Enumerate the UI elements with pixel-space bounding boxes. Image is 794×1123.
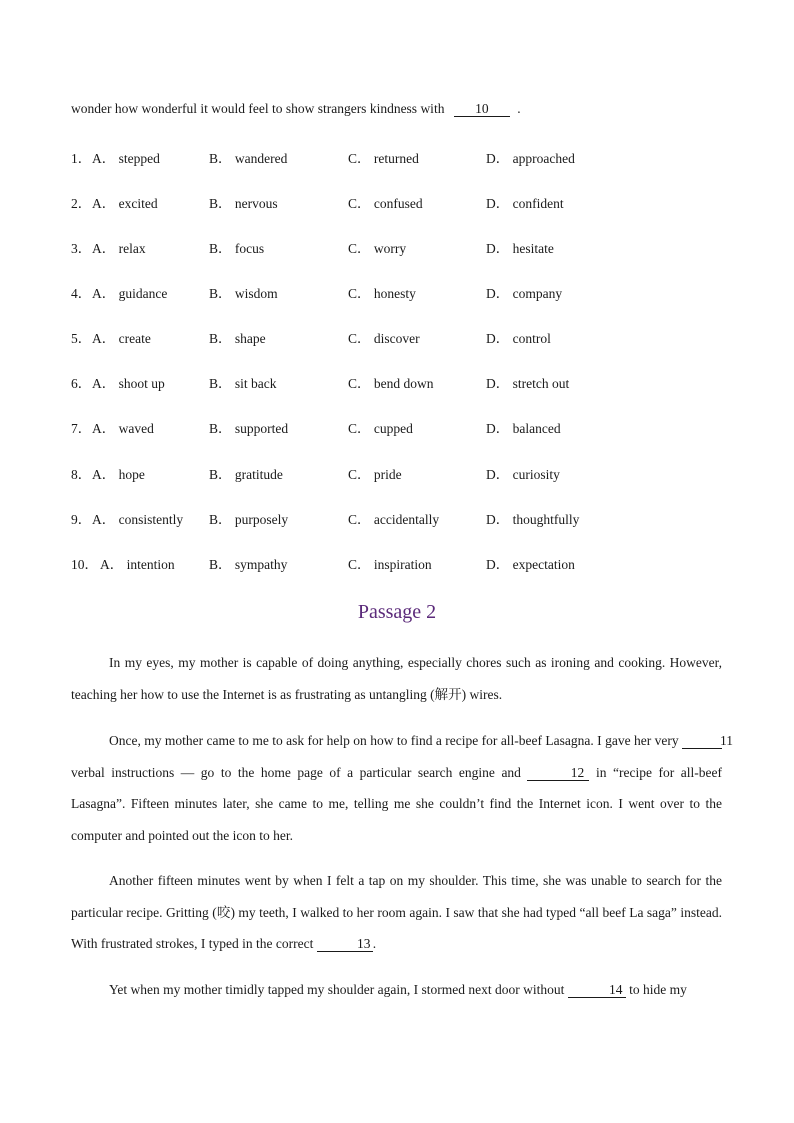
question-number: 1． (71, 151, 92, 166)
paragraph-text: . (372, 936, 377, 951)
option-d: D． hesitate (486, 241, 554, 256)
option-a: A． excited (92, 196, 158, 211)
paragraph-4 (71, 974, 722, 1006)
option-a: A． waved (92, 421, 154, 436)
paragraph-text: verbal instructions — go to the home page of a particular search engine and (71, 764, 521, 780)
option-b: B． shape (209, 331, 266, 346)
option-b: B． sit back (209, 376, 277, 391)
option-c: C． honesty (348, 286, 416, 301)
option-c: C． confused (348, 196, 423, 211)
question-5 (71, 327, 731, 347)
option-d: D． approached (486, 151, 575, 166)
option-c: C． bend down (348, 376, 434, 391)
option-c: C． cupped (348, 421, 413, 436)
question-number: 9． (71, 512, 92, 527)
option-d: D． control (486, 331, 551, 346)
paragraph-1: In my eyes, my mother is capable of doing anything, especially chores such as ironing and cooking. However, teaching her how to use the Internet is as frustrating as untangling (解开) wires. (71, 655, 722, 702)
blank-13: 13 (317, 937, 373, 952)
option-c: C． worry (348, 241, 407, 256)
question-2 (71, 192, 731, 212)
option-a: A． intention (100, 557, 175, 572)
option-b: B． supported (209, 421, 289, 436)
option-d: D． curiosity (486, 467, 560, 482)
cloze-end: . (517, 101, 521, 116)
blank-12: 12 (527, 766, 589, 781)
paragraph-2 (71, 725, 733, 851)
option-a: A． shoot up (92, 376, 165, 391)
question-6 (71, 372, 731, 392)
option-d: D． thoughtfully (486, 512, 580, 527)
option-c: C． returned (348, 151, 419, 166)
question-number: 4． (71, 286, 92, 301)
question-10 (71, 553, 731, 573)
option-a: A． relax (92, 241, 146, 256)
passage-title: Passage 2 (357, 601, 437, 623)
question-number: 6． (71, 376, 92, 391)
option-a: A． guidance (92, 286, 168, 301)
blank-14: 14 (568, 983, 626, 998)
option-a: A． consistently (92, 512, 184, 527)
option-b: B． purposely (209, 512, 289, 527)
question-number: 2． (71, 196, 92, 211)
question-8 (71, 463, 731, 483)
option-b: B． nervous (209, 196, 278, 211)
option-d: D． expectation (486, 557, 575, 572)
option-d: D． stretch out (486, 376, 570, 391)
option-b: B． sympathy (209, 557, 288, 572)
option-a: A． hope (92, 467, 145, 482)
option-b: B． wisdom (209, 286, 278, 301)
option-c: C． pride (348, 467, 402, 482)
paragraph-text: to hide my (629, 982, 687, 997)
question-number: 10． (71, 557, 98, 572)
option-c: C． accidentally (348, 512, 440, 527)
blank-10: 10 (454, 102, 510, 117)
cloze-text: wonder how wonderful it would feel to show strangers kindness with (71, 101, 445, 116)
option-d: D． balanced (486, 421, 561, 436)
question-number: 7． (71, 421, 92, 436)
option-a: A． create (92, 331, 151, 346)
question-number: 8． (71, 467, 92, 482)
option-c: C． inspiration (348, 557, 432, 572)
option-c: C． discover (348, 331, 420, 346)
question-4 (71, 282, 731, 302)
paragraph-3 (71, 865, 722, 960)
option-d: D． confident (486, 196, 564, 211)
paragraph-text: Once, my mother came to me to ask for help on how to find a recipe for all-beef Lasagna. I gave her very (109, 733, 679, 748)
question-3 (71, 237, 731, 257)
paragraph-text: in “recipe for all-beef Lasagna”. Fifteen minutes later, she came to me, telling me she couldn’t find the Internet icon. I went over to the computer and pointed out the icon to her. (71, 764, 723, 843)
option-b: B． gratitude (209, 467, 283, 482)
paragraph-text: Yet when my mother timidly tapped my shoulder again, I stormed next door without (109, 982, 565, 997)
question-7 (71, 417, 731, 437)
cloze-line-10 (71, 101, 521, 117)
blank-11: 11 (682, 734, 722, 749)
question-number: 5． (71, 331, 92, 346)
question-1 (71, 147, 731, 167)
paragraph-text: Another fifteen minutes went by when I felt a tap on my shoulder. This time, she was unable to search for the particular recipe. Gritting (咬) my teeth, I walked to her room again. I saw that she had typed “all beef La saga” instead. With frustrated strokes, I typed in the correct (71, 873, 722, 951)
question-9 (71, 508, 731, 528)
option-b: B． focus (209, 241, 265, 256)
option-a: A． stepped (92, 151, 160, 166)
option-d: D． company (486, 286, 563, 301)
question-number: 3． (71, 241, 92, 256)
option-b: B． wandered (209, 151, 288, 166)
